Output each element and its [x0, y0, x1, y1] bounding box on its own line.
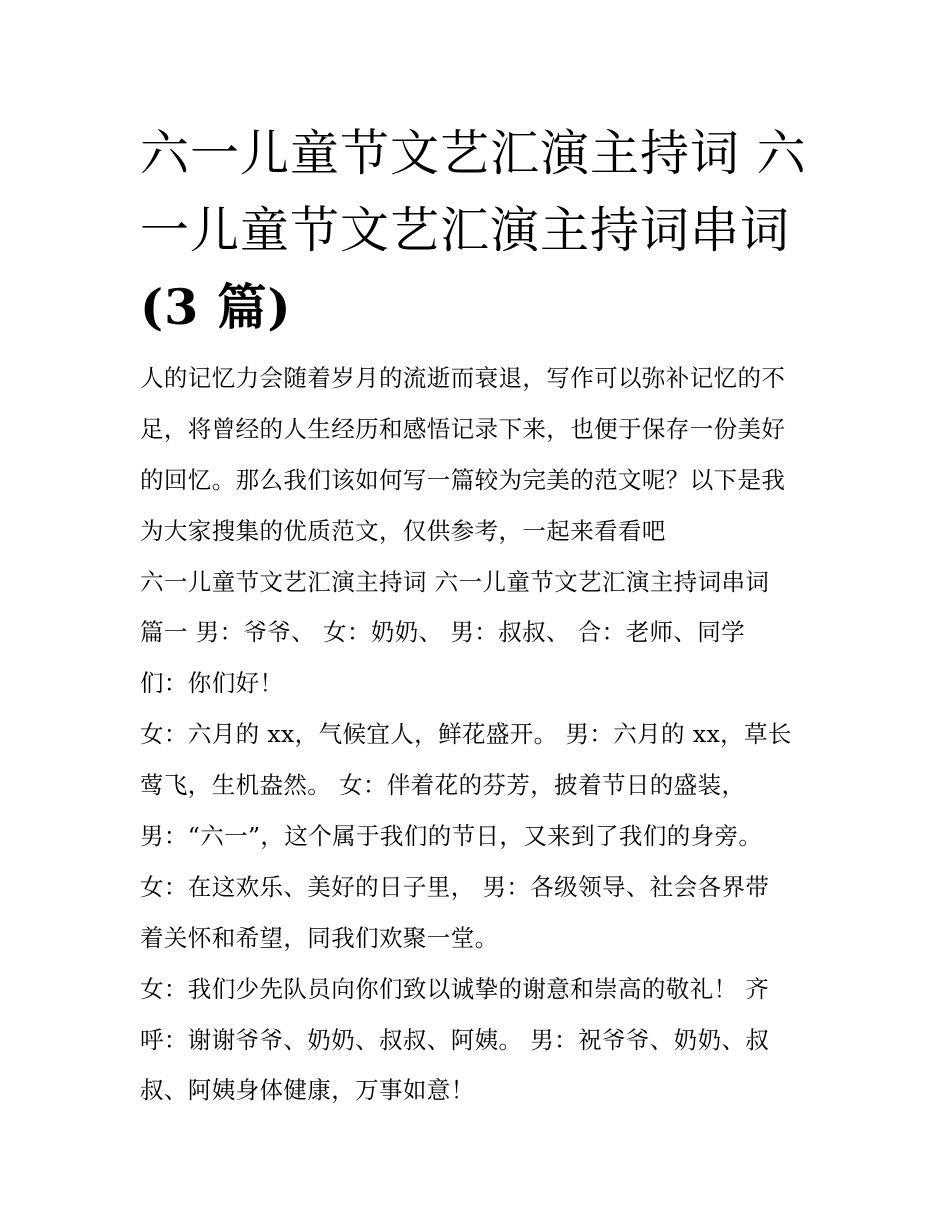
- document-body: [140, 353, 830, 1116]
- body-line: 人的记忆力会随着岁月的流逝而衰退，写作可以弥补记忆的不: [140, 364, 786, 392]
- body-line: 呼：谢谢爷爷、奶奶、叔叔、阿姨。 男：祝爷爷、奶奶、叔: [140, 1025, 770, 1054]
- body-line: 男：“六一”，这个属于我们的节日，又来到了我们的身旁。: [140, 822, 763, 851]
- body-line: 的回忆。那么我们该如何写一篇较为完美的范文呢？以下是我: [140, 465, 786, 494]
- title-line: (3 篇): [140, 278, 292, 336]
- document-title: [140, 115, 820, 346]
- body-line: 六一儿童节文艺汇演主持词 六一儿童节文艺汇演主持词串词: [140, 567, 770, 596]
- body-line: 女：在这欢乐、美好的日子里， 男：各级领导、社会各界带: [140, 872, 770, 901]
- body-line: 篇一 男：爷爷、 女：奶奶、 男：叔叔、 合：老师、同学: [140, 618, 746, 647]
- body-line: 莺飞，生机盎然。 女：伴着花的芬芳，披着节日的盛装，: [140, 771, 746, 800]
- body-line: 女：六月的 xx，气候宜人，鲜花盛开。 男：六月的 xx，草长: [140, 720, 792, 749]
- body-line: 着关怀和希望，同我们欢聚一堂。: [140, 923, 499, 952]
- body-line: 为大家搜集的优质范文，仅供参考，一起来看看吧: [140, 516, 666, 545]
- body-line: 足，将曾经的人生经历和感悟记录下来，也便于保存一份美好: [140, 414, 786, 443]
- body-line: 女：我们少先队员向你们致以诚挚的谢意和崇高的敬礼！ 齐: [140, 974, 770, 1003]
- title-line: 六一儿童节文艺汇演主持词 六: [140, 125, 807, 182]
- body-line: 们：你们好！: [140, 669, 284, 698]
- title-line: 一儿童节文艺汇演主持词串词: [140, 202, 791, 259]
- body-line: 叔、阿姨身体健康，万事如意！: [140, 1076, 475, 1105]
